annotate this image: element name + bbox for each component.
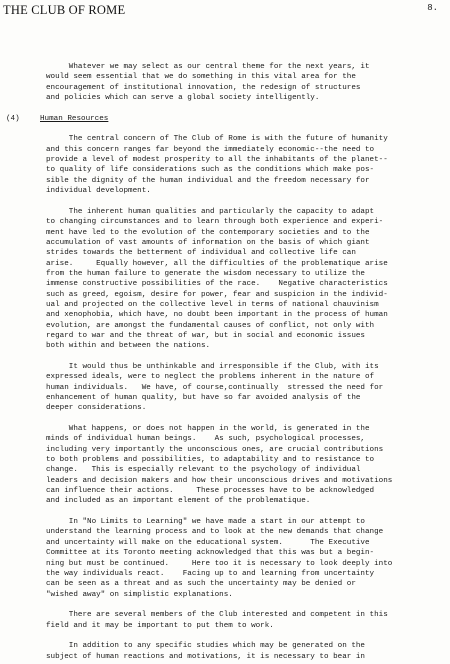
text-line: It would thus be unthinkable and irresponsible if the Club, with its [46,362,379,371]
text-line: the way individuals react. Facing up to and learning from uncertainty [46,569,375,578]
text-line: both within and between the nations. [46,342,211,351]
paragraph-gap [46,103,442,113]
body-paragraph [46,424,442,507]
document-body [6,62,442,662]
text-line: regard to war and the threat of war, but in social and economic issues [46,331,365,340]
text-line: and uncertainty will make on the educational system. The Executive [46,538,370,547]
body-paragraph [46,134,442,196]
paragraph-gap [46,124,442,134]
text-line: strides towards the betterment of individual and collective life can [46,249,356,258]
text-line: ment have led to the evolution of the contemporary societies and to the [46,228,370,237]
text-line: "wished away" on simplistic explanations. [46,590,233,599]
paragraph-gap [46,600,442,610]
text-line: field and it may be important to put them to work. [46,621,274,630]
text-line: human individuals. We have, of course,continually stressed the need for [46,383,384,392]
paragraph-gap [46,507,442,517]
text-line: enhancement of human quality, but have so far avoided analysis of the [46,394,361,402]
paragraph-gap [46,196,442,206]
text-line: individual development. [46,187,151,196]
text-line: can be seen as a threat and as such the uncertainty may be denied or [46,580,356,589]
text-line: arise. Equally however, all the difficulties of the problematique arise [46,259,388,268]
text-line: evolution, are amongst the fundamental causes of conflict, not only with [46,321,375,330]
text-line: ual and projected on the collective level in terms of national chauvinism [46,300,379,309]
text-line: The central concern of The Club of Rome is with the future of humanity [46,135,388,144]
paragraph-gap [46,631,442,641]
paragraph-gap [46,414,442,424]
body-paragraph [46,362,442,414]
text-line: such as greed, egoism, desire for power, fear and suspicion in the individ- [46,290,388,299]
text-line: from the human failure to generate the wisdom necessary to utilize the [46,269,365,278]
text-line: and included as an important element of the problematique. [46,497,311,506]
text-line: would seem essential that we do something in this vital area for the [46,73,356,82]
section-number: (4) [6,114,20,123]
body-paragraph [46,641,442,662]
text-line: and policies which can serve a global society intelligently. [46,94,320,103]
paragraph-gap [46,352,442,362]
text-line: to quality of life considerations such as the conditions which make pos- [46,166,375,175]
text-line: can influence their actions. These processes have to be acknowledged [46,487,375,496]
text-line: In "No Limits to Learning" we have made a start in our attempt to [46,518,365,527]
text-line: In addition to any specific studies which may be generated on the [46,642,365,651]
text-line: Committee at its Toronto meeting acknowledged that this was but a begin- [46,549,375,558]
text-line: minds of individual human beings. As such, psychological processes, [46,435,365,444]
text-line: change. This is especially relevant to the psychology of individual [46,466,361,475]
text-line: Whatever we may select as our central theme for the next years, it [46,63,370,71]
text-line: provide a level of modest prosperity to all the inhabitants of the planet-- [46,156,388,165]
section-heading [6,114,442,124]
section-title: Human Resources [40,114,109,123]
text-line: There are several members of the Club interested and competent in this [46,611,388,620]
text-line: sible the dignity of the human individual and the freedom necessary for [46,176,370,185]
text-line: The inherent human qualities and particularly the capacity to adapt [46,207,375,216]
intro-paragraph [46,62,442,103]
page-number: 8. [427,3,438,13]
text-line: subject of human reactions and motivations, it is necessary to bear in [46,652,365,661]
text-line: accumulation of vast amounts of information on the basis of which giant [46,238,370,247]
text-line: expressed ideals, were to neglect the problems inherent in the nature of [46,373,375,382]
document-header-title: THE CLUB OF ROME [3,3,126,17]
text-line: and xenophobia, which have, no doubt been important in the process of human [46,311,388,320]
body-paragraph [46,517,442,600]
text-line: immense constructive possibilities of the race. Negative characteristics [46,280,388,289]
text-line: and this concern ranges far beyond the immediately economic--the need to [46,145,375,154]
text-line: deeper considerations. [46,404,147,413]
text-line: to changing circumstances and to learn through both experience and experi- [46,218,384,227]
text-line: What happens, or does not happen in the world, is generated in the [46,425,370,434]
text-line: including very importantly the unconscious ones, are crucial contributions [46,445,384,454]
text-line: encouragement of institutional innovation, the redesign of structures [46,83,361,92]
text-line: understand the learning process and to look at the new demands that change [46,528,384,537]
body-paragraph [46,207,442,352]
text-line: leaders and decision makers and how their unconscious drives and motivations [46,476,393,485]
text-line: to both problems and possibilities, to adaptability and to resistance to [46,456,375,465]
text-line: ning but must be continued. Here too it is necessary to look deeply into [46,559,393,568]
body-paragraph [46,610,442,631]
